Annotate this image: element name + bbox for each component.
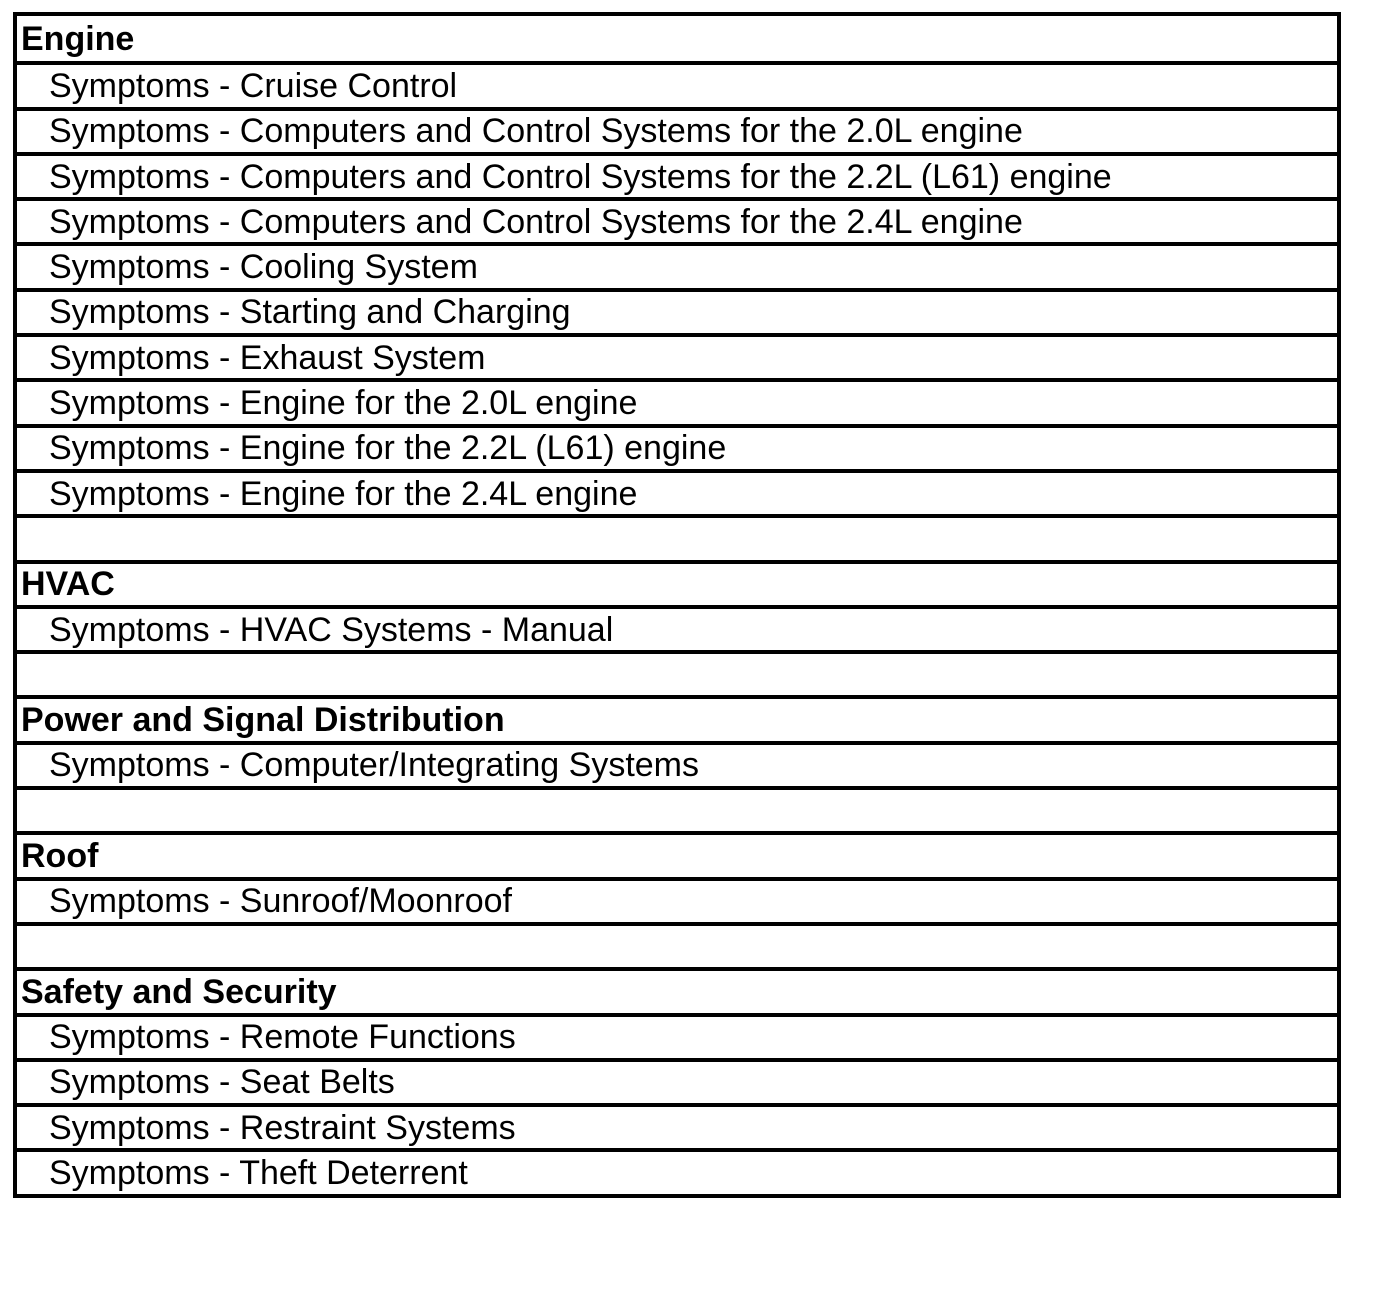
symptom-link-cruise-control[interactable]: Symptoms - Cruise Control: [17, 61, 1337, 106]
symptom-link-exhaust-system[interactable]: Symptoms - Exhaust System: [17, 333, 1337, 378]
symptom-link-computers-control-2-2l[interactable]: Symptoms - Computers and Control Systems for the 2.2L (L61) engine: [17, 152, 1337, 197]
symptom-link-hvac-manual[interactable]: Symptoms - HVAC Systems - Manual: [17, 605, 1337, 650]
section-header-safety-security: Safety and Security: [17, 967, 1337, 1012]
blank-row: [17, 514, 1337, 559]
symptom-link-computers-control-2-4l[interactable]: Symptoms - Computers and Control Systems for the 2.4L engine: [17, 197, 1337, 242]
blank-row: [17, 650, 1337, 695]
blank-row: [17, 786, 1337, 831]
symptom-link-theft-deterrent[interactable]: Symptoms - Theft Deterrent: [17, 1148, 1337, 1193]
symptom-link-remote-functions[interactable]: Symptoms - Remote Functions: [17, 1013, 1337, 1058]
symptom-link-computer-integrating[interactable]: Symptoms - Computer/Integrating Systems: [17, 741, 1337, 786]
section-header-hvac: HVAC: [17, 560, 1337, 605]
symptom-link-seat-belts[interactable]: Symptoms - Seat Belts: [17, 1058, 1337, 1103]
blank-row: [17, 922, 1337, 967]
symptom-link-cooling-system[interactable]: Symptoms - Cooling System: [17, 242, 1337, 287]
symptom-link-restraint-systems[interactable]: Symptoms - Restraint Systems: [17, 1103, 1337, 1148]
symptom-link-sunroof-moonroof[interactable]: Symptoms - Sunroof/Moonroof: [17, 877, 1337, 922]
section-header-power-signal: Power and Signal Distribution: [17, 695, 1337, 740]
symptom-link-engine-2-4l[interactable]: Symptoms - Engine for the 2.4L engine: [17, 469, 1337, 514]
symptom-link-starting-charging[interactable]: Symptoms - Starting and Charging: [17, 288, 1337, 333]
symptom-link-engine-2-2l[interactable]: Symptoms - Engine for the 2.2L (L61) engine: [17, 424, 1337, 469]
symptom-link-computers-control-2-0l[interactable]: Symptoms - Computers and Control Systems for the 2.0L engine: [17, 107, 1337, 152]
symptom-link-engine-2-0l[interactable]: Symptoms - Engine for the 2.0L engine: [17, 378, 1337, 423]
section-header-engine: Engine: [21, 19, 135, 58]
symptoms-index-table: [13, 12, 1341, 1198]
section-header-roof: Roof: [17, 831, 1337, 876]
